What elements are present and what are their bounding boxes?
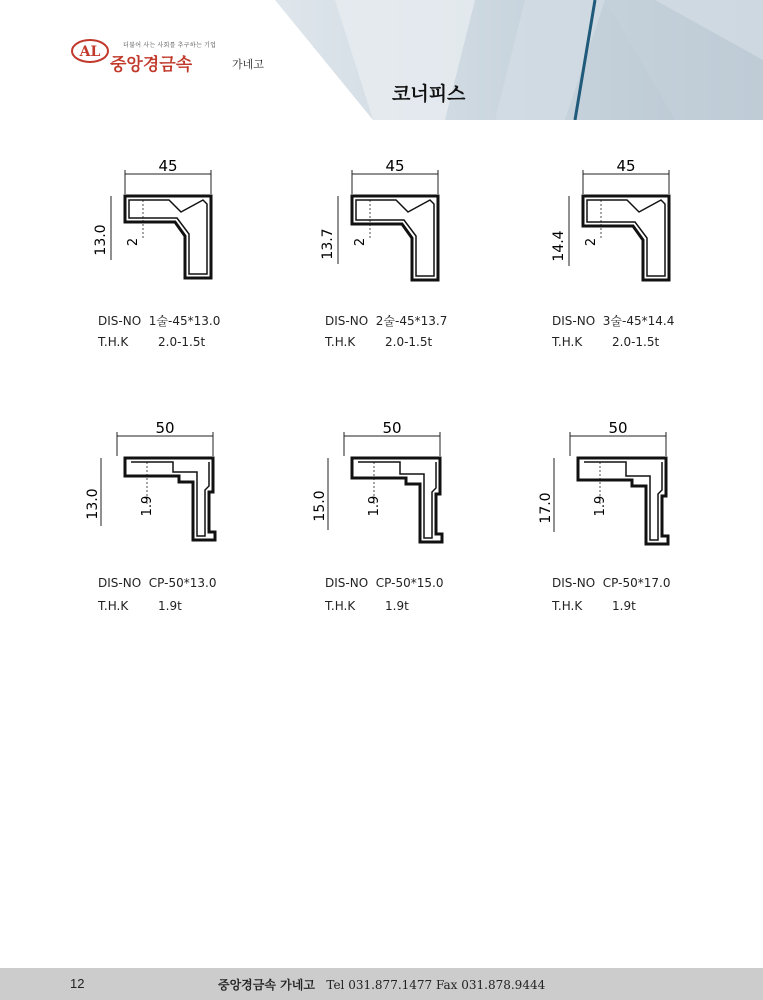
width-dimension: 45 [385, 160, 405, 175]
thk-label: T.H.K [98, 599, 129, 613]
logo-mark: AL [79, 44, 101, 60]
profile-spec-4 [98, 576, 216, 590]
thickness-dimension: 1.9 [367, 495, 382, 517]
profile-spec-2 [325, 312, 447, 329]
width-dimension: 50 [382, 420, 402, 437]
dis-label: DIS-NO [325, 576, 369, 590]
profile-drawing-6 [538, 420, 728, 550]
thickness-dimension: 2 [584, 237, 599, 247]
dis-value: CP-50*13.0 [148, 576, 217, 590]
width-dimension: 45 [158, 160, 178, 175]
profile-spec-5 [325, 576, 443, 590]
thk-label: T.H.K [552, 599, 583, 613]
height-dimension: 15.0 [312, 490, 328, 522]
thk-value: 2.0-1.5t [385, 335, 433, 349]
profile-drawing-1 [85, 160, 275, 290]
page-title: 코너피스 [392, 83, 466, 105]
thk-label: T.H.K [325, 599, 356, 613]
footer-contact: Tel 031.877.1477 Fax 031.878.9444 [326, 978, 546, 992]
profile-drawing-4 [85, 420, 275, 550]
footer-contact-line [218, 976, 545, 993]
profile-thk-6 [552, 599, 636, 613]
dis-value: CP-50*17.0 [602, 576, 671, 590]
dis-value: 1술-45*13.0 [148, 314, 221, 328]
company-suffix: 가네고 [232, 59, 264, 71]
profile-spec-3 [552, 312, 674, 329]
profile-spec-1 [98, 312, 220, 329]
company-tagline: 더불어 사는 사회를 추구하는 기업 [123, 43, 217, 49]
profile-thk-4 [98, 599, 182, 613]
footer-company: 중앙경금속 가네고 [218, 978, 315, 992]
profile-thk-5 [325, 599, 409, 613]
company-name: 중앙경금속 [110, 55, 193, 75]
thk-value: 1.9t [612, 599, 636, 613]
thickness-dimension: 2 [126, 237, 141, 247]
dis-label: DIS-NO [552, 576, 596, 590]
height-dimension: 14.4 [551, 230, 567, 262]
page-footer [0, 968, 763, 1000]
dis-value: 2술-45*13.7 [375, 314, 448, 328]
company-logo [70, 38, 110, 64]
dis-value: 3술-45*14.4 [602, 314, 675, 328]
profile-drawing-2 [312, 160, 502, 290]
thk-value: 1.9t [158, 599, 182, 613]
thk-value: 2.0-1.5t [158, 335, 206, 349]
height-dimension: 13.0 [93, 224, 109, 256]
height-dimension: 13.0 [85, 488, 101, 520]
thk-label: T.H.K [552, 335, 583, 349]
thk-label: T.H.K [98, 335, 129, 349]
dis-label: DIS-NO [98, 314, 142, 328]
thickness-dimension: 2 [353, 237, 368, 247]
dis-value: CP-50*15.0 [375, 576, 444, 590]
dis-label: DIS-NO [98, 576, 142, 590]
height-dimension: 17.0 [538, 492, 554, 524]
profile-drawing-3 [543, 160, 733, 290]
height-dimension: 13.7 [320, 228, 336, 260]
thk-value: 2.0-1.5t [612, 335, 660, 349]
width-dimension: 50 [155, 420, 175, 437]
profile-thk-1 [98, 335, 205, 349]
dis-label: DIS-NO [552, 314, 596, 328]
profile-thk-2 [325, 335, 432, 349]
width-dimension: 45 [616, 160, 636, 175]
width-dimension: 50 [608, 420, 628, 437]
header-background [275, 0, 763, 120]
thk-value: 1.9t [385, 599, 409, 613]
profile-drawing-5 [312, 420, 502, 550]
thickness-dimension: 1.9 [140, 495, 155, 517]
thk-label: T.H.K [325, 335, 356, 349]
profile-spec-6 [552, 576, 670, 590]
dis-label: DIS-NO [325, 314, 369, 328]
page-number: 12 [70, 976, 85, 991]
profile-thk-3 [552, 335, 659, 349]
thickness-dimension: 1.9 [593, 495, 608, 517]
